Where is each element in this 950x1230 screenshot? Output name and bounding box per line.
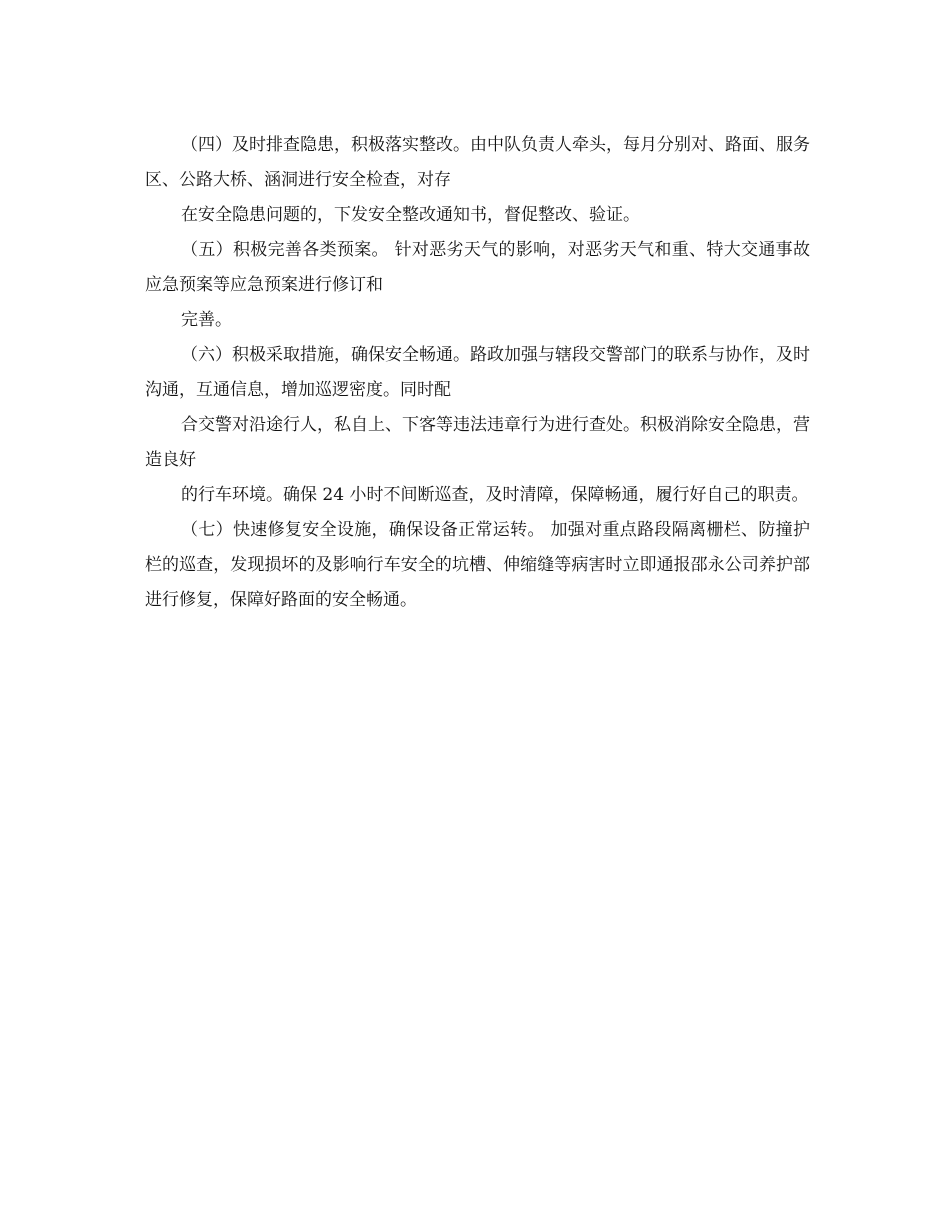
paragraph-section-5-continued: 完善。 <box>181 310 232 330</box>
paragraph-section-4-continued: 在安全隐患问题的，下发安全整改通知书，督促整改、验证。 <box>181 205 640 225</box>
paragraph-section-4: （四）及时排查隐患，积极落实整改。由中队负责人牵头，每月分别对、路面、服务区、公路大桥、涵洞进行安全检查，对存 <box>145 135 810 190</box>
paragraph-section-5: （五）积极完善各类预案。 针对恶劣天气的影响，对恶劣天气和重、特大交通事故应急预案等应急预案进行修订和 <box>145 240 810 295</box>
paragraph-section-6: （六）积极采取措施，确保安全畅通。路政加强与辖段交警部门的联系与协作，及时沟通，互通信息，增加巡逻密度。同时配 <box>145 345 810 400</box>
document-body <box>145 128 810 618</box>
paragraph-section-6-continued-b: 的行车环境。确保 24 小时不间断巡查，及时清障，保障畅通，履行好自己的职责。 <box>181 485 809 505</box>
paragraph-section-7: （七）快速修复安全设施，确保设备正常运转。 加强对重点路段隔离栅栏、防撞护栏的巡查，发现损坏的及影响行车安全的坑槽、伸缩缝等病害时立即通报邵永公司养护部进行修复，保障好路面的安全畅通。 <box>145 520 810 610</box>
paragraph-section-6-continued-a: 合交警对沿途行人，私自上、下客等违法违章行为进行查处。积极消除安全隐患，营造良好 <box>145 415 810 470</box>
